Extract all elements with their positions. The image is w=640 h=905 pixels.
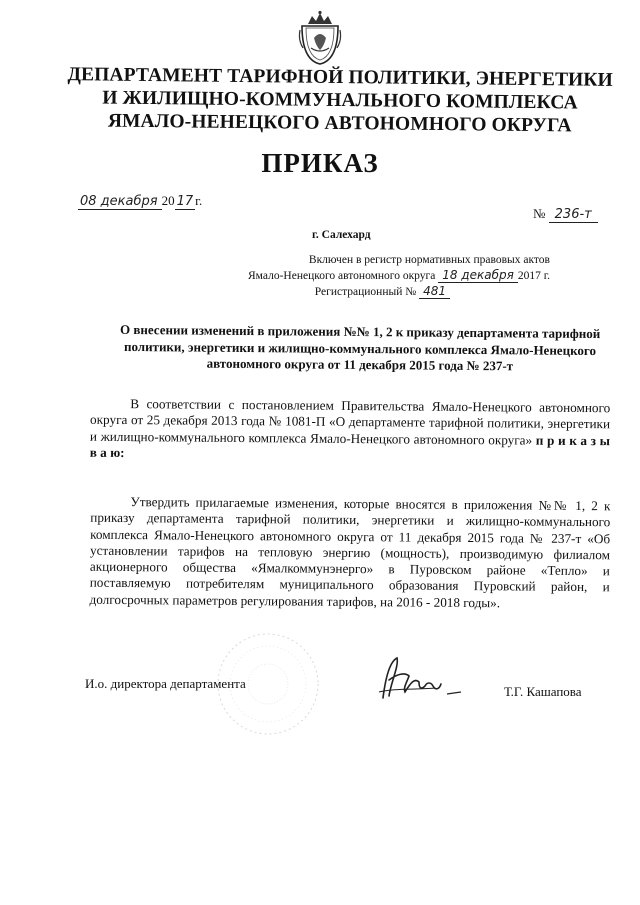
preamble-text: В соответствии с постановлением Правительства Ямало-Ненецкого автономного округа от 25 декабря 2013 года № 1081-П «О департаменте тарифной политики, энергетики и жилищно-коммунального комплекса Ямало-Ненецкого автономного округа» — [89, 396, 611, 448]
document-type-title: ПРИКАЗ — [261, 148, 379, 178]
handwritten-registration-number: 481 — [419, 284, 450, 299]
handwritten-year: 17 — [176, 194, 194, 209]
registration-line-1: Включен в регистр нормативных правовых актов — [308, 254, 550, 266]
handwritten-date: 08 декабря — [78, 194, 162, 210]
handwritten-number: 236-т — [549, 207, 598, 223]
order-subject: О внесении изменений в приложения №№ 1, 2 к приказу департамента тарифной политики, энергетики и жилищно-коммунального комплекса Ямало-Ненецкого автономного округа от 11 декабря 2015 года № 237-т — [119, 321, 601, 374]
city-label: г. Салехард — [312, 229, 371, 241]
department-line-1: ДЕПАРТАМЕНТ ТАРИФНОЙ ПОЛИТИКИ, ЭНЕРГЕТИКИ — [67, 64, 613, 91]
year-suffix: г. — [195, 193, 203, 208]
signatory-name: Т.Г. Кашапова — [504, 684, 582, 699]
signatory-position: И.о. директора департамента — [85, 676, 246, 691]
order-paragraph: Утвердить прилагаемые изменения, которые вносятся в приложения №№ 1, 2 к приказу департамента тарифной политики, энергетики и жилищно-коммунального комплекса Ямало-Ненецкого автономного округа от 11 декабря 2015 года № 237-т «Об установлении тарифов на тепловую энергию (мощность), производимую филиалом акционерного общества «Ямалкоммунэнерго» в Пуровском районе «Тепло» и поставляемую потребителям муниципального образования Пуровский район, и долгосрочных параметров регулирования тарифов, на 2016 - 2018 годы». — [89, 494, 611, 611]
department-line-3: ЯМАЛО-НЕНЕЦКОГО АВТОНОМНОГО ОКРУГА — [107, 110, 572, 137]
coat-of-arms-icon — [296, 10, 344, 66]
year-prefix: 20 — [161, 193, 175, 208]
registration-block — [200, 253, 550, 300]
order-date — [78, 193, 202, 209]
registration-line-2: Ямало-Ненецкого автономного округа 18 декабря 2017 г. — [248, 268, 550, 282]
registration-line-3: Регистрационный № 481 — [200, 284, 550, 300]
number-label: № — [533, 206, 546, 221]
order-command: п р и к а з ы в а ю: — [89, 432, 611, 460]
handwritten-signature-icon — [375, 652, 465, 704]
order-number — [533, 206, 598, 222]
department-header — [60, 63, 621, 138]
preamble-paragraph — [90, 396, 611, 466]
department-line-2: И ЖИЛИЩНО-КОММУНАЛЬНОГО КОМПЛЕКСА — [102, 87, 578, 114]
handwritten-registration-date: 18 декабря — [438, 268, 518, 283]
